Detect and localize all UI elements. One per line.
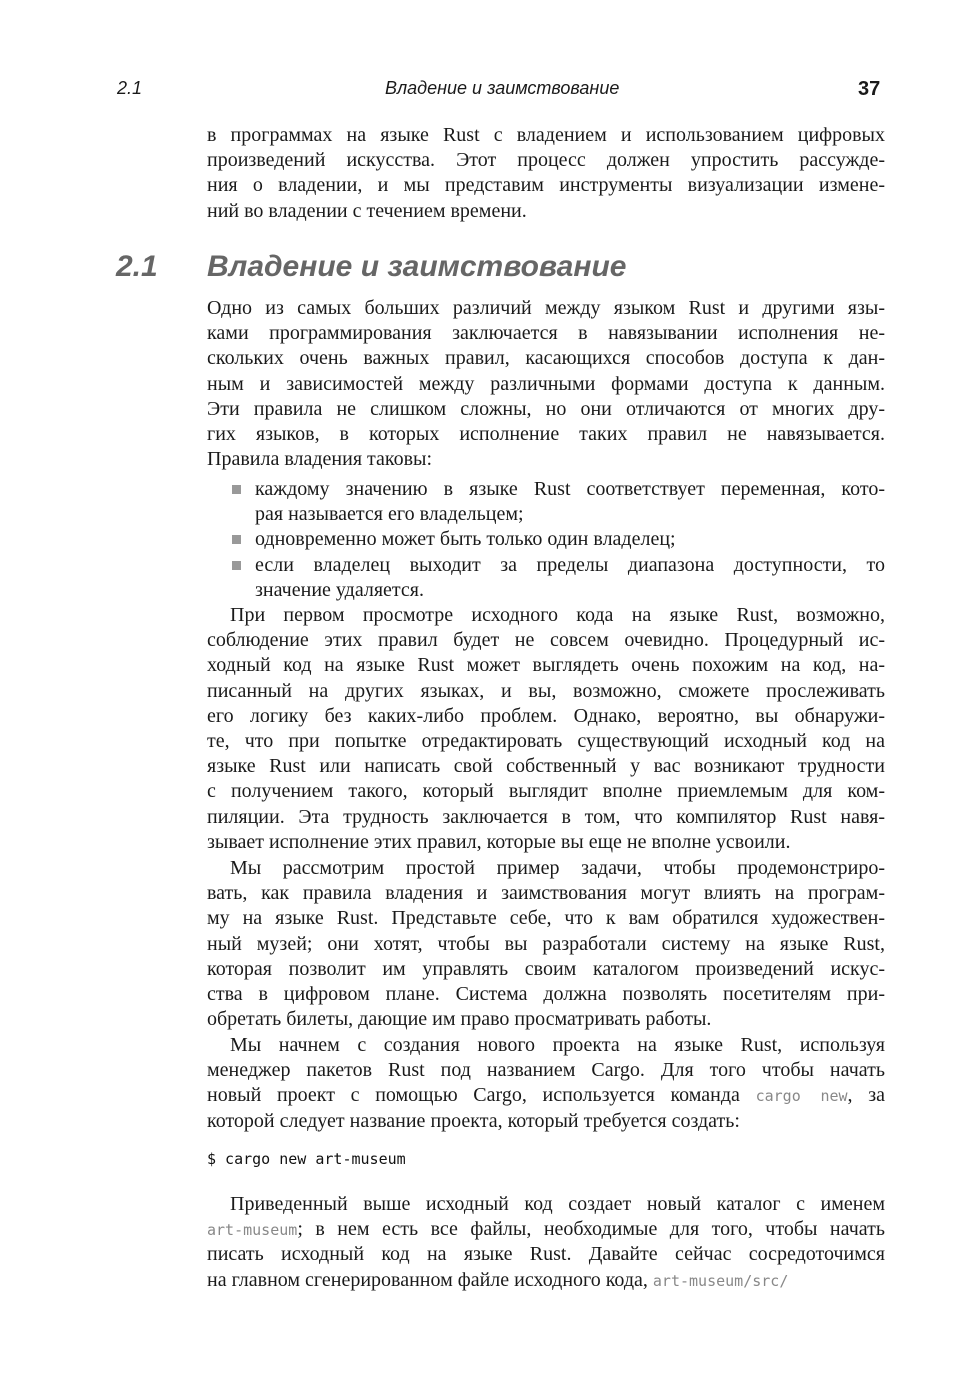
text-segment: на главном сгенерированном файле исходного кода,	[207, 1268, 653, 1291]
text-line	[207, 148, 885, 173]
text-line	[255, 502, 885, 527]
section-title: Владение и заимствование	[207, 250, 627, 283]
text-line	[207, 704, 885, 729]
text-segment: Правила владения таковы:	[207, 448, 433, 471]
text-segment: пиляции. Эта трудность заключается в том, что компилятор Rust навя-	[207, 805, 885, 828]
text-segment: которая позволит им управлять своим каталогом произведений искус-	[207, 957, 885, 980]
text-segment: ния о владении, и мы представим инструменты визуализации измене-	[207, 174, 885, 197]
text-line	[207, 856, 885, 881]
code-command: $ cargo new art-museum	[207, 1150, 406, 1168]
text-line	[207, 1268, 885, 1293]
text-line	[207, 628, 885, 653]
page-number: 37	[858, 78, 881, 100]
text-segment: новый проект с помощью Cargo, используется команда	[207, 1084, 756, 1107]
text-segment: му на языке Rust. Представьте себе, что к вам обратился художествен-	[207, 907, 885, 930]
paragraph	[207, 1033, 885, 1134]
text-segment: писать исходный код на языке Rust. Давайте сейчас сосредоточимся	[207, 1243, 885, 1266]
text-line	[207, 957, 885, 982]
text-segment: Мы рассмотрим простой пример задачи, чтобы продемонстриро-	[230, 857, 885, 879]
text-segment: соблюдение этих правил будет не совсем очевидно. Процедурный ис-	[207, 629, 885, 652]
text-segment: вать, как правила владения и заимствования могут влиять на програм-	[207, 882, 885, 905]
text-segment: менеджер пакетов Rust под названием Cargo. Для того чтобы начать	[207, 1059, 885, 1082]
text-line	[207, 805, 885, 830]
text-segment: обретать билеты, дающие им право просматривать работы.	[207, 1008, 712, 1031]
text-line	[207, 1192, 885, 1217]
text-line	[207, 906, 885, 931]
text-segment: Мы начнем с создания нового проекта на языке Rust, используя	[230, 1034, 885, 1056]
text-segment: его логику без каких-либо проблем. Однако, вероятно, вы обнаружи-	[207, 704, 885, 727]
paragraph	[207, 1192, 885, 1293]
paragraph	[207, 123, 885, 224]
text-segment: если владелец выходит за пределы диапазона доступности, то	[255, 553, 885, 576]
list-item	[207, 477, 885, 527]
text-line	[207, 447, 885, 472]
bullet-square-icon	[232, 485, 241, 494]
text-segment: гих языков, в которых исполнение таких правил не навязывается.	[207, 422, 885, 445]
list-item	[207, 527, 885, 552]
text-segment: каждому значению в языке Rust соответствует переменная, кото-	[255, 478, 885, 500]
text-segment: ства в цифровом плане. Система должна позволять посетителям при-	[207, 982, 885, 1005]
text-segment: , за	[847, 1084, 885, 1107]
inline-code: art-museum	[207, 1221, 298, 1240]
text-line	[207, 296, 885, 321]
text-segment: Приведенный выше исходный код создает новый каталог с именем	[230, 1193, 885, 1215]
running-header-section: 2.1	[117, 78, 143, 98]
text-line	[207, 1217, 885, 1242]
text-line	[207, 397, 885, 422]
text-segment: ным и зависимостей между различными формами доступа к данным.	[207, 372, 885, 395]
text-segment: ный музей; они хотят, чтобы вы разработали систему на языке Rust,	[207, 932, 885, 955]
text-line	[207, 321, 885, 346]
text-segment: рая называется его владельцем;	[255, 503, 524, 526]
text-line	[207, 346, 885, 371]
text-line	[207, 1242, 885, 1267]
inline-code: art-museum/src/	[652, 1271, 789, 1290]
text-segment: Одно из самых больших различий между языком Rust и другими язы-	[207, 297, 885, 319]
text-line	[207, 422, 885, 447]
text-segment: с получением такого, который выглядит вполне приемлемым для ком-	[207, 780, 885, 803]
running-header-title: Владение и заимствование	[385, 78, 620, 98]
text-line	[255, 553, 885, 578]
text-line	[207, 1033, 885, 1058]
text-segment: ний во владении с течением времени.	[207, 199, 527, 222]
text-line	[207, 199, 885, 224]
text-line	[207, 779, 885, 804]
text-segment: Эти правила не слишком сложны, но они отличаются от многих дру-	[207, 397, 885, 420]
text-segment: При первом просмотре исходного кода на языке Rust, возможно,	[230, 604, 885, 626]
text-segment: которой следует название проекта, который требуется создать:	[207, 1109, 740, 1132]
bullet-square-icon	[232, 535, 241, 544]
text-line	[255, 527, 885, 552]
text-line	[207, 123, 885, 148]
text-segment: те, что при попытке отредактировать существующий исходный код на	[207, 729, 885, 752]
text-line	[207, 982, 885, 1007]
text-segment: в программах на языке Rust с владением и использованием цифровых	[207, 124, 885, 146]
text-line	[207, 603, 885, 628]
inline-code: cargo new	[755, 1087, 848, 1106]
text-line	[255, 578, 885, 603]
text-line	[207, 881, 885, 906]
text-segment: ; в нем есть все файлы, необходимые для того, чтобы начать	[297, 1218, 885, 1241]
list-item	[207, 553, 885, 603]
paragraph	[207, 856, 885, 1032]
paragraph	[207, 296, 885, 472]
text-segment: зывает исполнение этих правил, которые вы еще не вполне усвоили.	[207, 830, 791, 853]
text-segment: ходный код на языке Rust может выглядеть очень похожим на код, на-	[207, 654, 885, 677]
text-line	[207, 653, 885, 678]
text-segment: одновременно может быть только один владелец;	[255, 528, 676, 551]
text-segment: скольких очень важных правил, касающихся способов доступа к дан-	[207, 347, 885, 370]
text-line	[207, 372, 885, 397]
text-segment: произведений искусства. Этот процесс должен упростить рассужде-	[207, 149, 885, 172]
text-line	[255, 477, 885, 502]
section-number: 2.1	[116, 250, 158, 283]
paragraph	[207, 603, 885, 855]
text-line	[207, 1058, 885, 1083]
bullet-square-icon	[232, 561, 241, 570]
text-segment: значение удаляется.	[255, 578, 424, 601]
text-line	[207, 754, 885, 779]
text-segment: писанный на других языках, и вы, возможно, сможете прослеживать	[207, 679, 885, 702]
text-line	[207, 830, 885, 855]
text-line	[207, 1109, 885, 1134]
text-segment: языке Rust или написать свой собственный у вас возникают трудности	[207, 755, 885, 778]
bullet-list	[207, 477, 885, 603]
text-line	[207, 173, 885, 198]
text-line	[207, 679, 885, 704]
text-line	[207, 729, 885, 754]
text-line	[207, 1083, 885, 1108]
text-line	[207, 932, 885, 957]
text-segment: ками программирования заключается в навязывании исполнения не-	[207, 322, 885, 345]
text-line	[207, 1007, 885, 1032]
